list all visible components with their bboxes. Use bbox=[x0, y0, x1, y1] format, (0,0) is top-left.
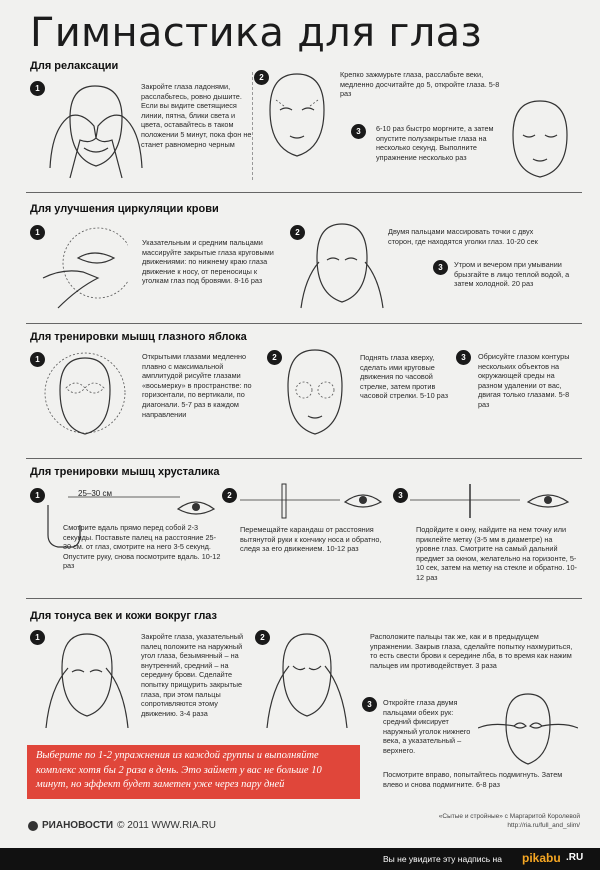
step-number: 2 bbox=[254, 70, 269, 85]
step-number: 3 bbox=[433, 260, 448, 275]
logo-text: РИАНОВОСТИ bbox=[42, 820, 114, 831]
step-number: 3 bbox=[351, 124, 366, 139]
step-number: 3 bbox=[393, 488, 408, 503]
step-text: Двумя пальцами массировать точки с двух сторон, где находятся уголки глаз. 10-20 сек bbox=[388, 227, 538, 246]
figure-eight-face-illustration bbox=[40, 348, 130, 448]
credit bbox=[400, 812, 580, 830]
step-number: 1 bbox=[30, 352, 45, 367]
open-eyes-fingers-illustration bbox=[478, 688, 578, 768]
ria-logo bbox=[28, 820, 216, 831]
face-squint-illustration bbox=[262, 70, 332, 160]
step-text: Подойдите к окну, найдите на нем точку или приклейте метку (3-5 мм в диаметре) на уровне глаз. Смотрите на самый дальний предмет за окном, желательно на горизонте, 5-10 сек, затем на метку на стекле и обратно. 10-12 раз bbox=[416, 525, 577, 582]
face-palms-illustration bbox=[40, 78, 150, 183]
step-number: 3 bbox=[456, 350, 471, 365]
step-text: 6-10 раз быстро моргните, а затем опустите полузакрытые глаза на несколько секунд. Выполните упражнение несколько раз bbox=[376, 124, 494, 162]
step-text: Обрисуйте глазом контуры нескольких объектов на окружающей среды на разном удалении от вас, двигая только глазами. 5-8 раз bbox=[478, 352, 570, 409]
watermark-text: Вы не увидите эту надпись на bbox=[383, 854, 502, 864]
section-title-lens: Для тренировки мышц хрусталика bbox=[30, 466, 220, 478]
pencil-eye-illustration bbox=[240, 482, 390, 522]
pikabu-tld: .RU bbox=[566, 852, 584, 863]
step-text: Крепко зажмурьте глаза, расслабьте веки, медленно досчитайте до 5, откройте глаза. 5-8 раз bbox=[340, 70, 500, 99]
step-number: 1 bbox=[30, 225, 45, 240]
page-title: Гимнастика для глаз bbox=[30, 10, 482, 56]
copyright: © 2011 WWW.RIA.RU bbox=[117, 820, 216, 831]
step-text: Расположите пальцы так же, как и в предыдущем упражнении. Закрыв глаза, сделайте попытку нахмуриться, то есть свести брови к середине лба, в то время как нажим пальцев им противодействует. 3 раза bbox=[370, 632, 573, 670]
step-number: 2 bbox=[255, 630, 270, 645]
distance-label: 25–30 см bbox=[78, 489, 112, 498]
step-text: Поднять глаза кверху, сделать ими круговые движения по часовой стрелке, затем против часовой стрелки. 5-10 раз bbox=[360, 353, 449, 401]
step-text: Закройте глаза, указательный палец положите на наружный угол глаза, безымянный – на внутренний, средний – на середину брови. Сделайте попытку прищурить закрытые глаза, при этом пальцы сопротивляются этому движению. 3-4 раза bbox=[141, 632, 244, 718]
step-number: 1 bbox=[30, 630, 45, 645]
ria-logo-icon bbox=[28, 821, 38, 831]
step-text: Откройте глаза двумя пальцами обеих рук: средний фиксирует наружный уголок нижнего века, а указательный – верхнего. bbox=[383, 698, 471, 755]
credit-title: «Сытые и стройные» с Маргаритой Королевой bbox=[438, 813, 580, 820]
step-text: Смотрите вдаль прямо перед собой 2-3 секунды. Поставьте палец на расстояние 25-30 см. от глаз, смотрите на него 3-5 секунд. Опустите руку, снова посмотрите вдаль. 10-12 раз bbox=[63, 523, 221, 571]
fingers-on-eyes-illustration bbox=[42, 628, 132, 733]
step-text: Перемещайте карандаш от расстояния вытянутой руки к кончику носа и обратно, следя за его движением. 10-12 раз bbox=[240, 525, 382, 554]
section-title-circulation: Для улучшения циркуляции крови bbox=[30, 203, 219, 215]
section-title-relaxation: Для релаксации bbox=[30, 60, 119, 72]
section-title-eyeball: Для тренировки мышц глазного яблока bbox=[30, 331, 247, 343]
watermark-bar bbox=[0, 848, 600, 870]
face-blink-illustration bbox=[505, 95, 575, 180]
pikabu-logo[interactable]: pikabu bbox=[522, 851, 561, 865]
eye-massage-illustration bbox=[38, 218, 128, 318]
step-text: Посмотрите вправо, попытайтесь подмигнуть. Затем влево и снова подмигните. 6-8 раз bbox=[383, 770, 563, 789]
step-number: 1 bbox=[30, 81, 45, 96]
frown-fingers-illustration bbox=[265, 628, 350, 733]
step-text: Открытыми глазами медленно плавно с максимальной амплитудой рисуйте глазами «восьмерку» в пространстве: по горизонтали, по вертикали, по диагонали. 5-7 раз в каждом направлении bbox=[142, 352, 252, 419]
step-number: 3 bbox=[362, 697, 377, 712]
window-mark-illustration bbox=[410, 482, 575, 522]
step-number: 1 bbox=[30, 488, 45, 503]
step-number: 2 bbox=[290, 225, 305, 240]
temple-massage-illustration bbox=[297, 218, 387, 313]
step-number: 2 bbox=[267, 350, 282, 365]
eye-circles-face-illustration bbox=[278, 346, 353, 441]
section-title-eyelids: Для тонуса век и кожи вокруг глаз bbox=[30, 610, 218, 622]
step-text: Указательным и средним пальцами массируйте закрытые глаза круговыми движениями: по нижнему краю глаза движение к носу, от переносицы к уголкам глаз под бровями. 8-16 раз bbox=[142, 238, 274, 286]
credit-url[interactable]: http://ria.ru/full_and_slim/ bbox=[507, 822, 580, 829]
advice-box: Выберите по 1-2 упражнения из каждой группы и выполняйте комплекс хотя бы 2 раза в день. Это займет у вас не больше 10 минут, но эффект будет заметен уже через пару дней bbox=[27, 745, 360, 799]
step-text: Закройте глаза ладонями, расслабьтесь, ровно дышите. Если вы видите светящиеся линии, пятна, блики света и цвета, оставайтесь в таком положении 5 минут, пока фон не станет равномерно черным bbox=[141, 82, 252, 149]
step-number: 2 bbox=[222, 488, 237, 503]
step-text: Утром и вечером при умывании брызгайте в лицо теплой водой, а затем холодной. 20 раз bbox=[454, 260, 570, 289]
